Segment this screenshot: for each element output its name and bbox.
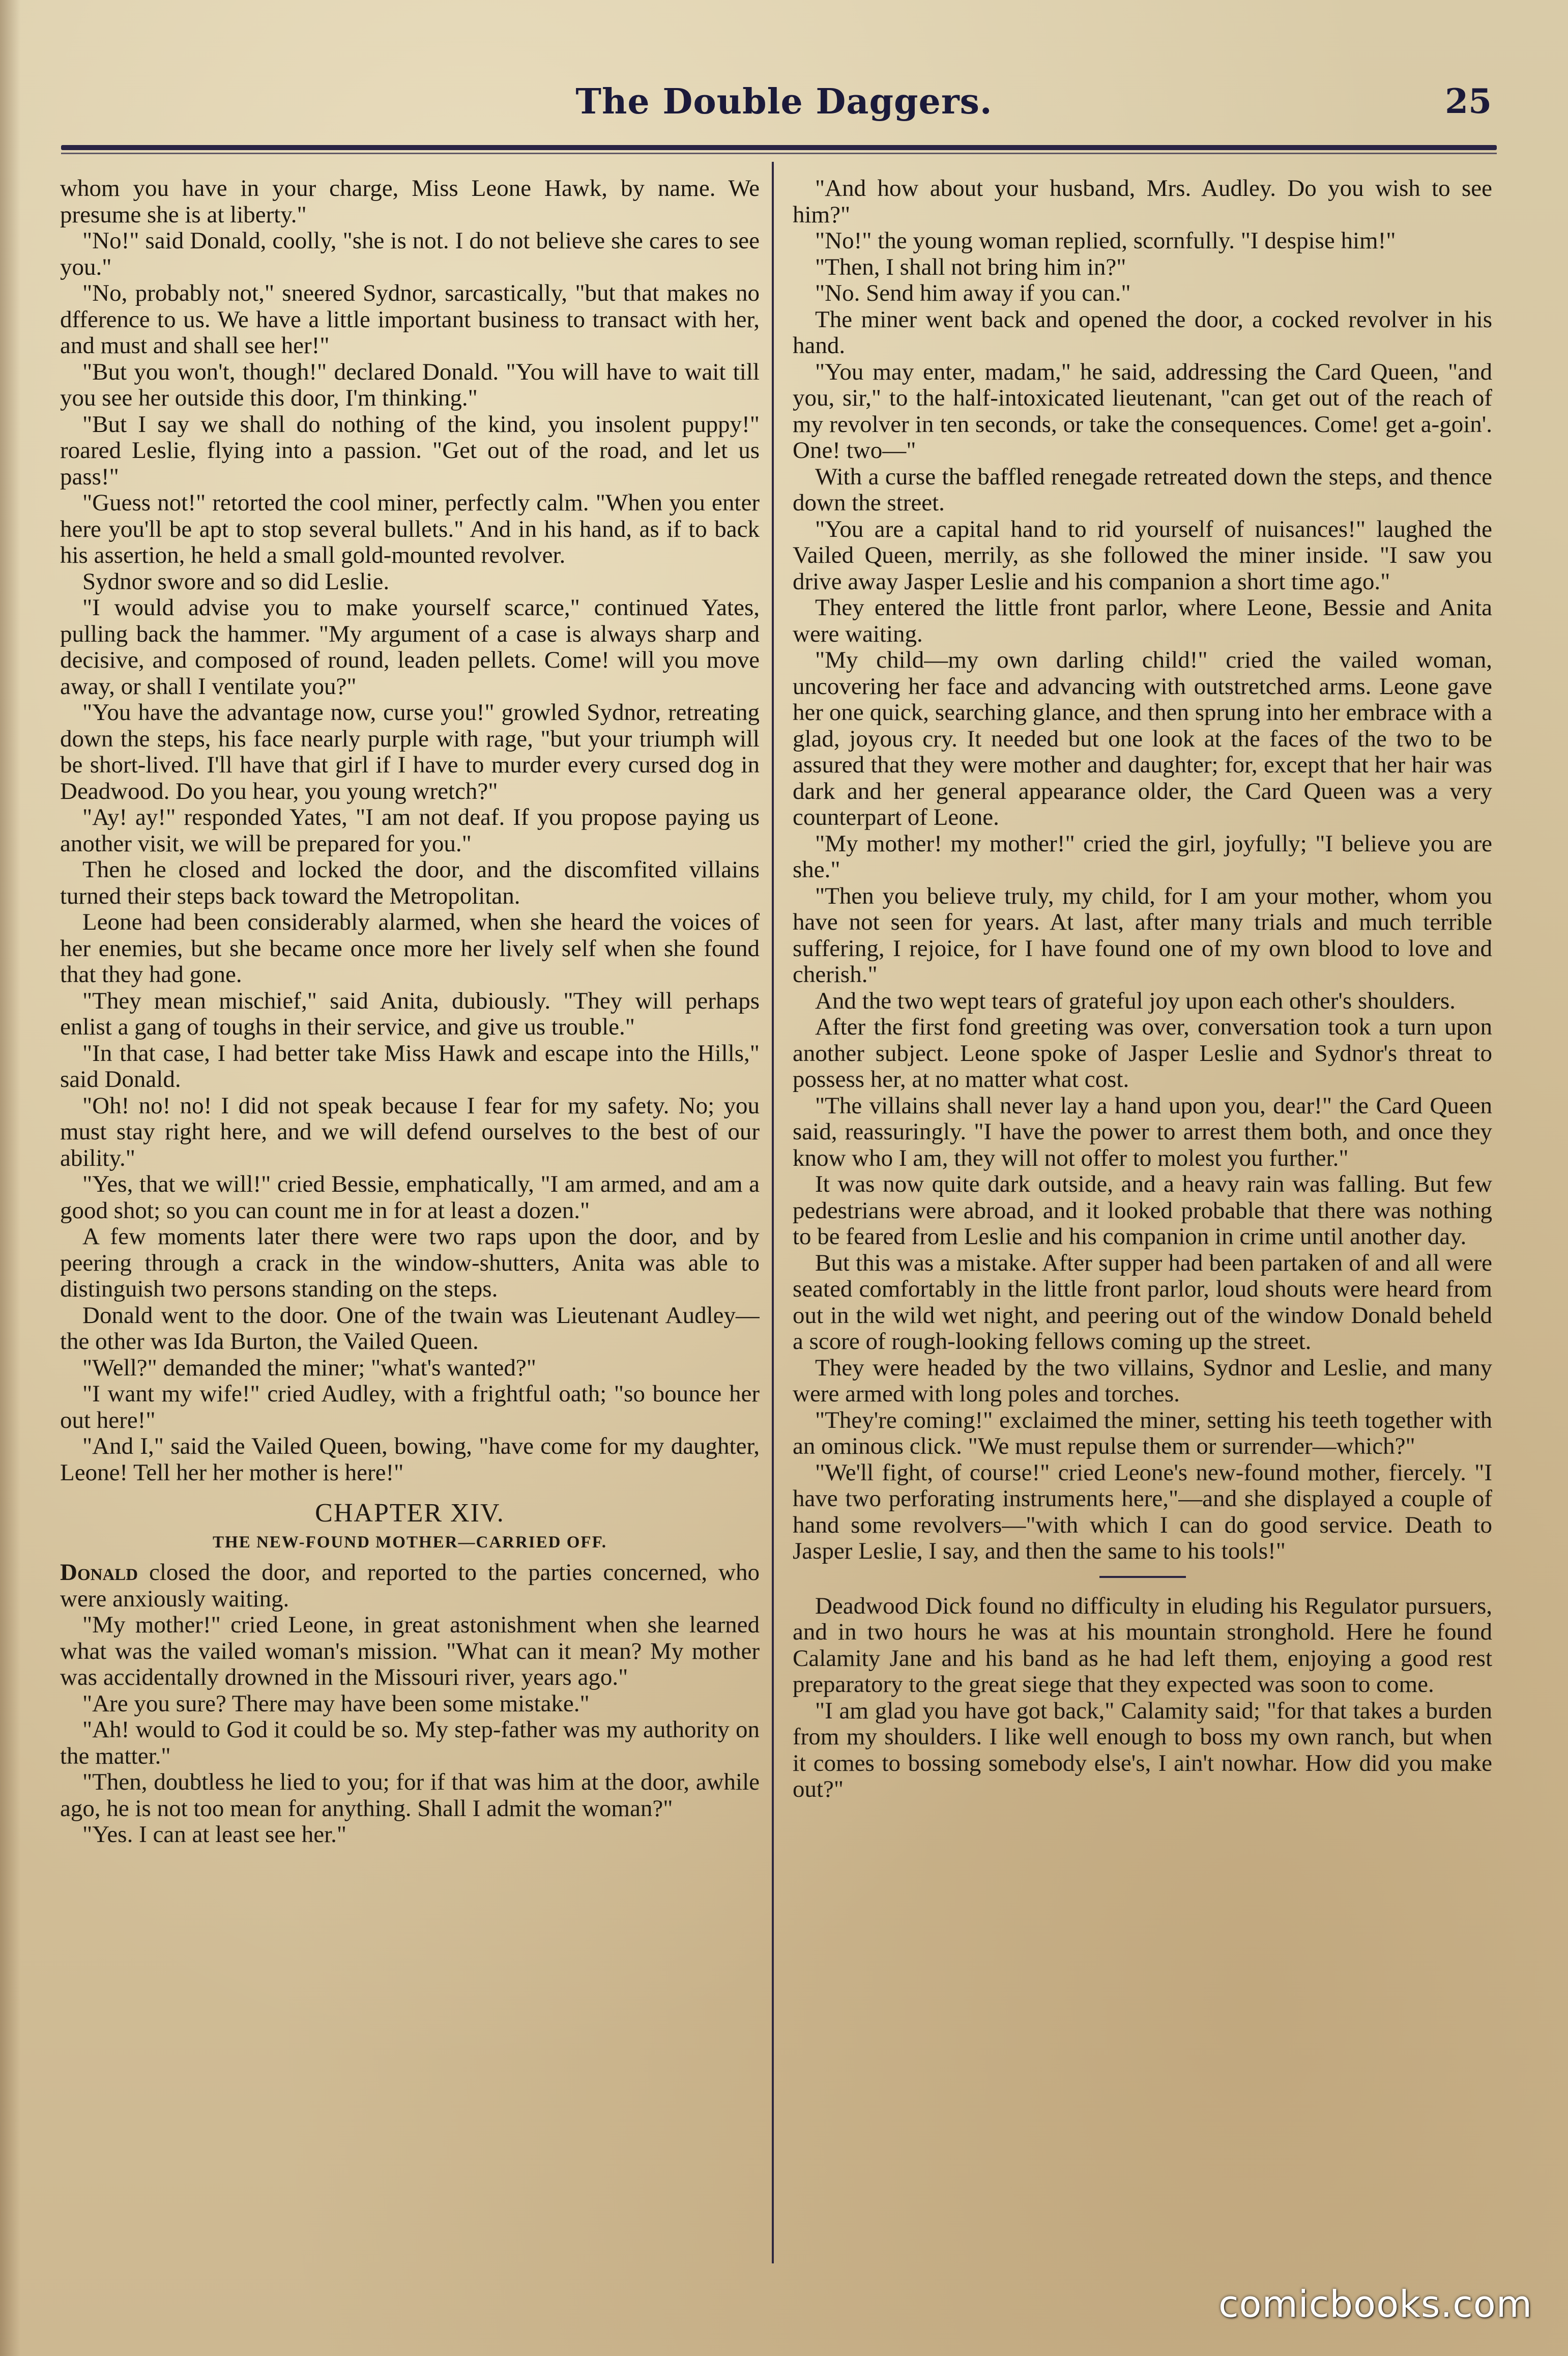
paragraph: After the first fond greeting was over, conversation took a turn upon another subject. Leone spoke of Jasper Leslie and Sydnor's threat to possess her, at no matter what cost. — [793, 1014, 1492, 1093]
chapter-title: CHAPTER XIV. — [315, 1499, 505, 1528]
paragraph: "No. Send him away if you can." — [815, 280, 1131, 306]
chapter-first-word: Donald — [60, 1559, 138, 1586]
paragraph: Sydnor swore and so did Leslie. — [82, 568, 390, 595]
page-fold-shadow — [0, 0, 20, 2356]
paragraph: "But you won't, though!" declared Donald. "You will have to wait till you see her outside this door, I'm thinking." — [60, 358, 760, 411]
paragraph: "They mean mischief," said Anita, dubiously. "They will perhaps enlist a gang of toughs in their service, and give us trouble." — [60, 987, 760, 1040]
paragraph: Donald went to the door. One of the twain was Lieutenant Audley—the other was Ida Burton, the Vailed Queen. — [60, 1302, 760, 1355]
paragraph: "No!" the young woman replied, scornfully. "I despise him!" — [815, 227, 1396, 254]
paragraph: "Ah! would to God it could be so. My step-father was my authority on the matter." — [60, 1716, 760, 1769]
paragraph: "They're coming!" exclaimed the miner, setting his teeth together with an ominous click. "We must repulse them or surrender—which?" — [793, 1406, 1492, 1459]
paragraph: "Oh! no! no! I did not speak because I fear for my safety. No; you must stay right here, and we will defend ourselves to the best of our ability." — [60, 1092, 760, 1171]
paragraph: "No!" said Donald, coolly, "she is not. I do not believe she cares to see you." — [60, 227, 760, 280]
paragraph: "I would advise you to make yourself scarce," continued Yates, pulling back the hammer. "My argument of a case is always sharp and decisive, and composed of round, leaden pellets. Come! will you move away, or shall I ventilate you?" — [60, 594, 760, 700]
chapter-first-paragraph-text: closed the door, and reported to the parties concerned, who were anxiously waiting. — [60, 1559, 760, 1612]
paragraph: "Well?" demanded the miner; "what's wanted?" — [82, 1354, 536, 1381]
paragraph: With a curse the baffled renegade retreated down the steps, and thence down the street. — [793, 463, 1492, 516]
paragraph: "Are you sure? There may have been some mistake." — [82, 1690, 590, 1717]
paragraph: But this was a mistake. After supper had been partaken of and all were seated comfortably in the little front parlor, loud shouts were heard from out in the wild wet night, and peering out of the window Donald beheld a score of rough-looking fellows coming up the street. — [793, 1249, 1492, 1355]
paragraph: "We'll fight, of course!" cried Leone's new-found mother, fiercely. "I have two perforating instruments here,"—and she displayed a couple of hand some revolvers—"with which I can do good service. Death to Jasper Leslie, I say, and then the same to his tools!" — [793, 1459, 1492, 1564]
paragraph: "No, probably not," sneered Sydnor, sarcastically, "but that makes no dfference to us. We have a little important business to transact with her, and must and shall see her!" — [60, 280, 760, 359]
paragraph: "Then, doubtless he lied to you; for if that was him at the door, awhile ago, he is not too mean for anything. Shall I admit the woman?" — [60, 1769, 760, 1822]
paragraph: "Then you believe truly, my child, for I am your mother, whom you have not seen for years. At last, after many trials and much terrible suffering, I rejoice, for I have found one of my own blood to love and cherish." — [793, 882, 1492, 988]
paragraph: They were headed by the two villains, Sydnor and Leslie, and many were armed with long poles and torches. — [793, 1354, 1492, 1407]
paragraph: And the two wept tears of grateful joy upon each other's shoulders. — [815, 987, 1456, 1014]
page-header — [0, 81, 1568, 148]
paragraph: "Then, I shall not bring him in?" — [815, 253, 1126, 280]
paragraph: "Yes. I can at least see her." — [82, 1821, 347, 1848]
paragraph: "My mother!" cried Leone, in great astonishment when she learned what was the vailed woman's mission. "What can it mean? My mother was accidentally drowned in the Missouri river, years ago." — [60, 1612, 760, 1690]
section-rule — [1099, 1576, 1186, 1578]
paragraph: whom you have in your charge, Miss Leone Hawk, by name. We presume she is at liberty." — [60, 176, 760, 228]
right-column — [793, 176, 1492, 2262]
paragraph: "Yes, that we will!" cried Bessie, emphatically, "I am armed, and am a good shot; so you can count me in for at least a dozen." — [60, 1171, 760, 1224]
paragraph: "Guess not!" retorted the cool miner, perfectly calm. "When you enter here you'll be apt to stop several bullets." And in his hand, as if to back his assertion, he held a small gold-mounted revolver. — [60, 490, 760, 568]
chapter-subtitle: THE NEW-FOUND MOTHER—CARRIED OFF. — [213, 1533, 607, 1551]
paragraph: Deadwood Dick found no difficulty in eluding his Regulator pursuers, and in two hours he was at his mountain stronghold. Here he found Calamity Jane and his band as he had left them, enjoying a good rest preparatory to the great siege that they expected was soon to come. — [793, 1592, 1492, 1698]
paragraph: "But I say we shall do nothing of the kind, you insolent puppy!" roared Leslie, flying into a passion. "Get out of the road, and let us pass!" — [60, 411, 760, 490]
paragraph: "You are a capital hand to rid yourself of nuisances!" laughed the Vailed Queen, merrily, as she followed the miner inside. "I saw you drive away Jasper Leslie and his companion a short time ago." — [793, 515, 1492, 595]
paragraph: Then he closed and locked the door, and the discomfited villains turned their steps back toward the Metropolitan. — [60, 856, 760, 909]
watermark: comicbooks.com — [1218, 2283, 1532, 2325]
page-number: 25 — [1445, 81, 1492, 121]
paragraph: "My child—my own darling child!" cried the vailed woman, uncovering her face and advancing with outstretched arms. Leone gave her one quick, searching glance, and then sprung into her embrace with a glad, joyous cry. It needed but one look at the faces of the two to be assured that they were mother and daughter; for, except that her hair was dark and her general appearance older, the Card Queen was a very counterpart of Leone. — [793, 647, 1492, 830]
paragraph: "The villains shall never lay a hand upon you, dear!" the Card Queen said, reassuringly. "I have the power to arrest them both, and once they know who I am, they will not offer to molest you further." — [793, 1092, 1492, 1171]
column-divider — [772, 162, 774, 2263]
paragraph: Leone had been considerably alarmed, when she heard the voices of her enemies, but she became once more her lively self when she found that they had gone. — [60, 909, 760, 988]
paragraph: "And I," said the Vailed Queen, bowing, "have come for my daughter, Leone! Tell her her mother is here!" — [60, 1433, 760, 1486]
running-title: The Double Daggers. — [575, 81, 993, 122]
left-column — [60, 176, 760, 2262]
paragraph: "You may enter, madam," he said, addressing the Card Queen, "and you, sir," to the half-intoxicated lieutenant, "can get out of the reach of my revolver in ten seconds, or take the consequences. Come! get a-goin'. One! two—" — [793, 358, 1492, 464]
paragraph: The miner went back and opened the door, a cocked revolver in his hand. — [793, 306, 1492, 359]
paragraph: "And how about your husband, Mrs. Audley. Do you wish to see him?" — [793, 176, 1492, 228]
paragraph: "You have the advantage now, curse you!" growled Sydnor, retreating down the steps, his face nearly purple with rage, "but your triumph will be short-lived. I'll have that girl if I have to murder every cursed dog in Deadwood. Do you hear, you young wretch?" — [60, 699, 760, 805]
header-rule — [61, 145, 1497, 150]
paragraph: "I want my wife!" cried Audley, with a frightful oath; "so bounce her out here!" — [60, 1381, 760, 1433]
paragraph: They entered the little front parlor, where Leone, Bessie and Anita were waiting. — [793, 594, 1492, 647]
header-rule-thin — [61, 153, 1497, 154]
paragraph: "In that case, I had better take Miss Hawk and escape into the Hills," said Donald. — [60, 1040, 760, 1093]
paragraph: It was now quite dark outside, and a heavy rain was falling. But few pedestrians were abroad, and it looked probable that there was nothing to be feared from Leslie and his companion in crime until another day. — [793, 1171, 1492, 1250]
paragraph: "Ay! ay!" responded Yates, "I am not deaf. If you propose paying us another visit, we will be prepared for you." — [60, 804, 760, 857]
paragraph: A few moments later there were two raps upon the door, and by peering through a crack in the window-shutters, Anita was able to distinguish two persons standing on the steps. — [60, 1223, 760, 1302]
paragraph: "My mother! my mother!" cried the girl, joyfully; "I believe you are she." — [793, 830, 1492, 883]
paragraph: "I am glad you have got back," Calamity said; "for that takes a burden from my shoulders. I like well enough to boss my own ranch, but when it comes to bossing somebody else's, I ain't nowhar. How did you make out?" — [793, 1697, 1492, 1802]
chapter-first-paragraph — [60, 1560, 760, 1612]
